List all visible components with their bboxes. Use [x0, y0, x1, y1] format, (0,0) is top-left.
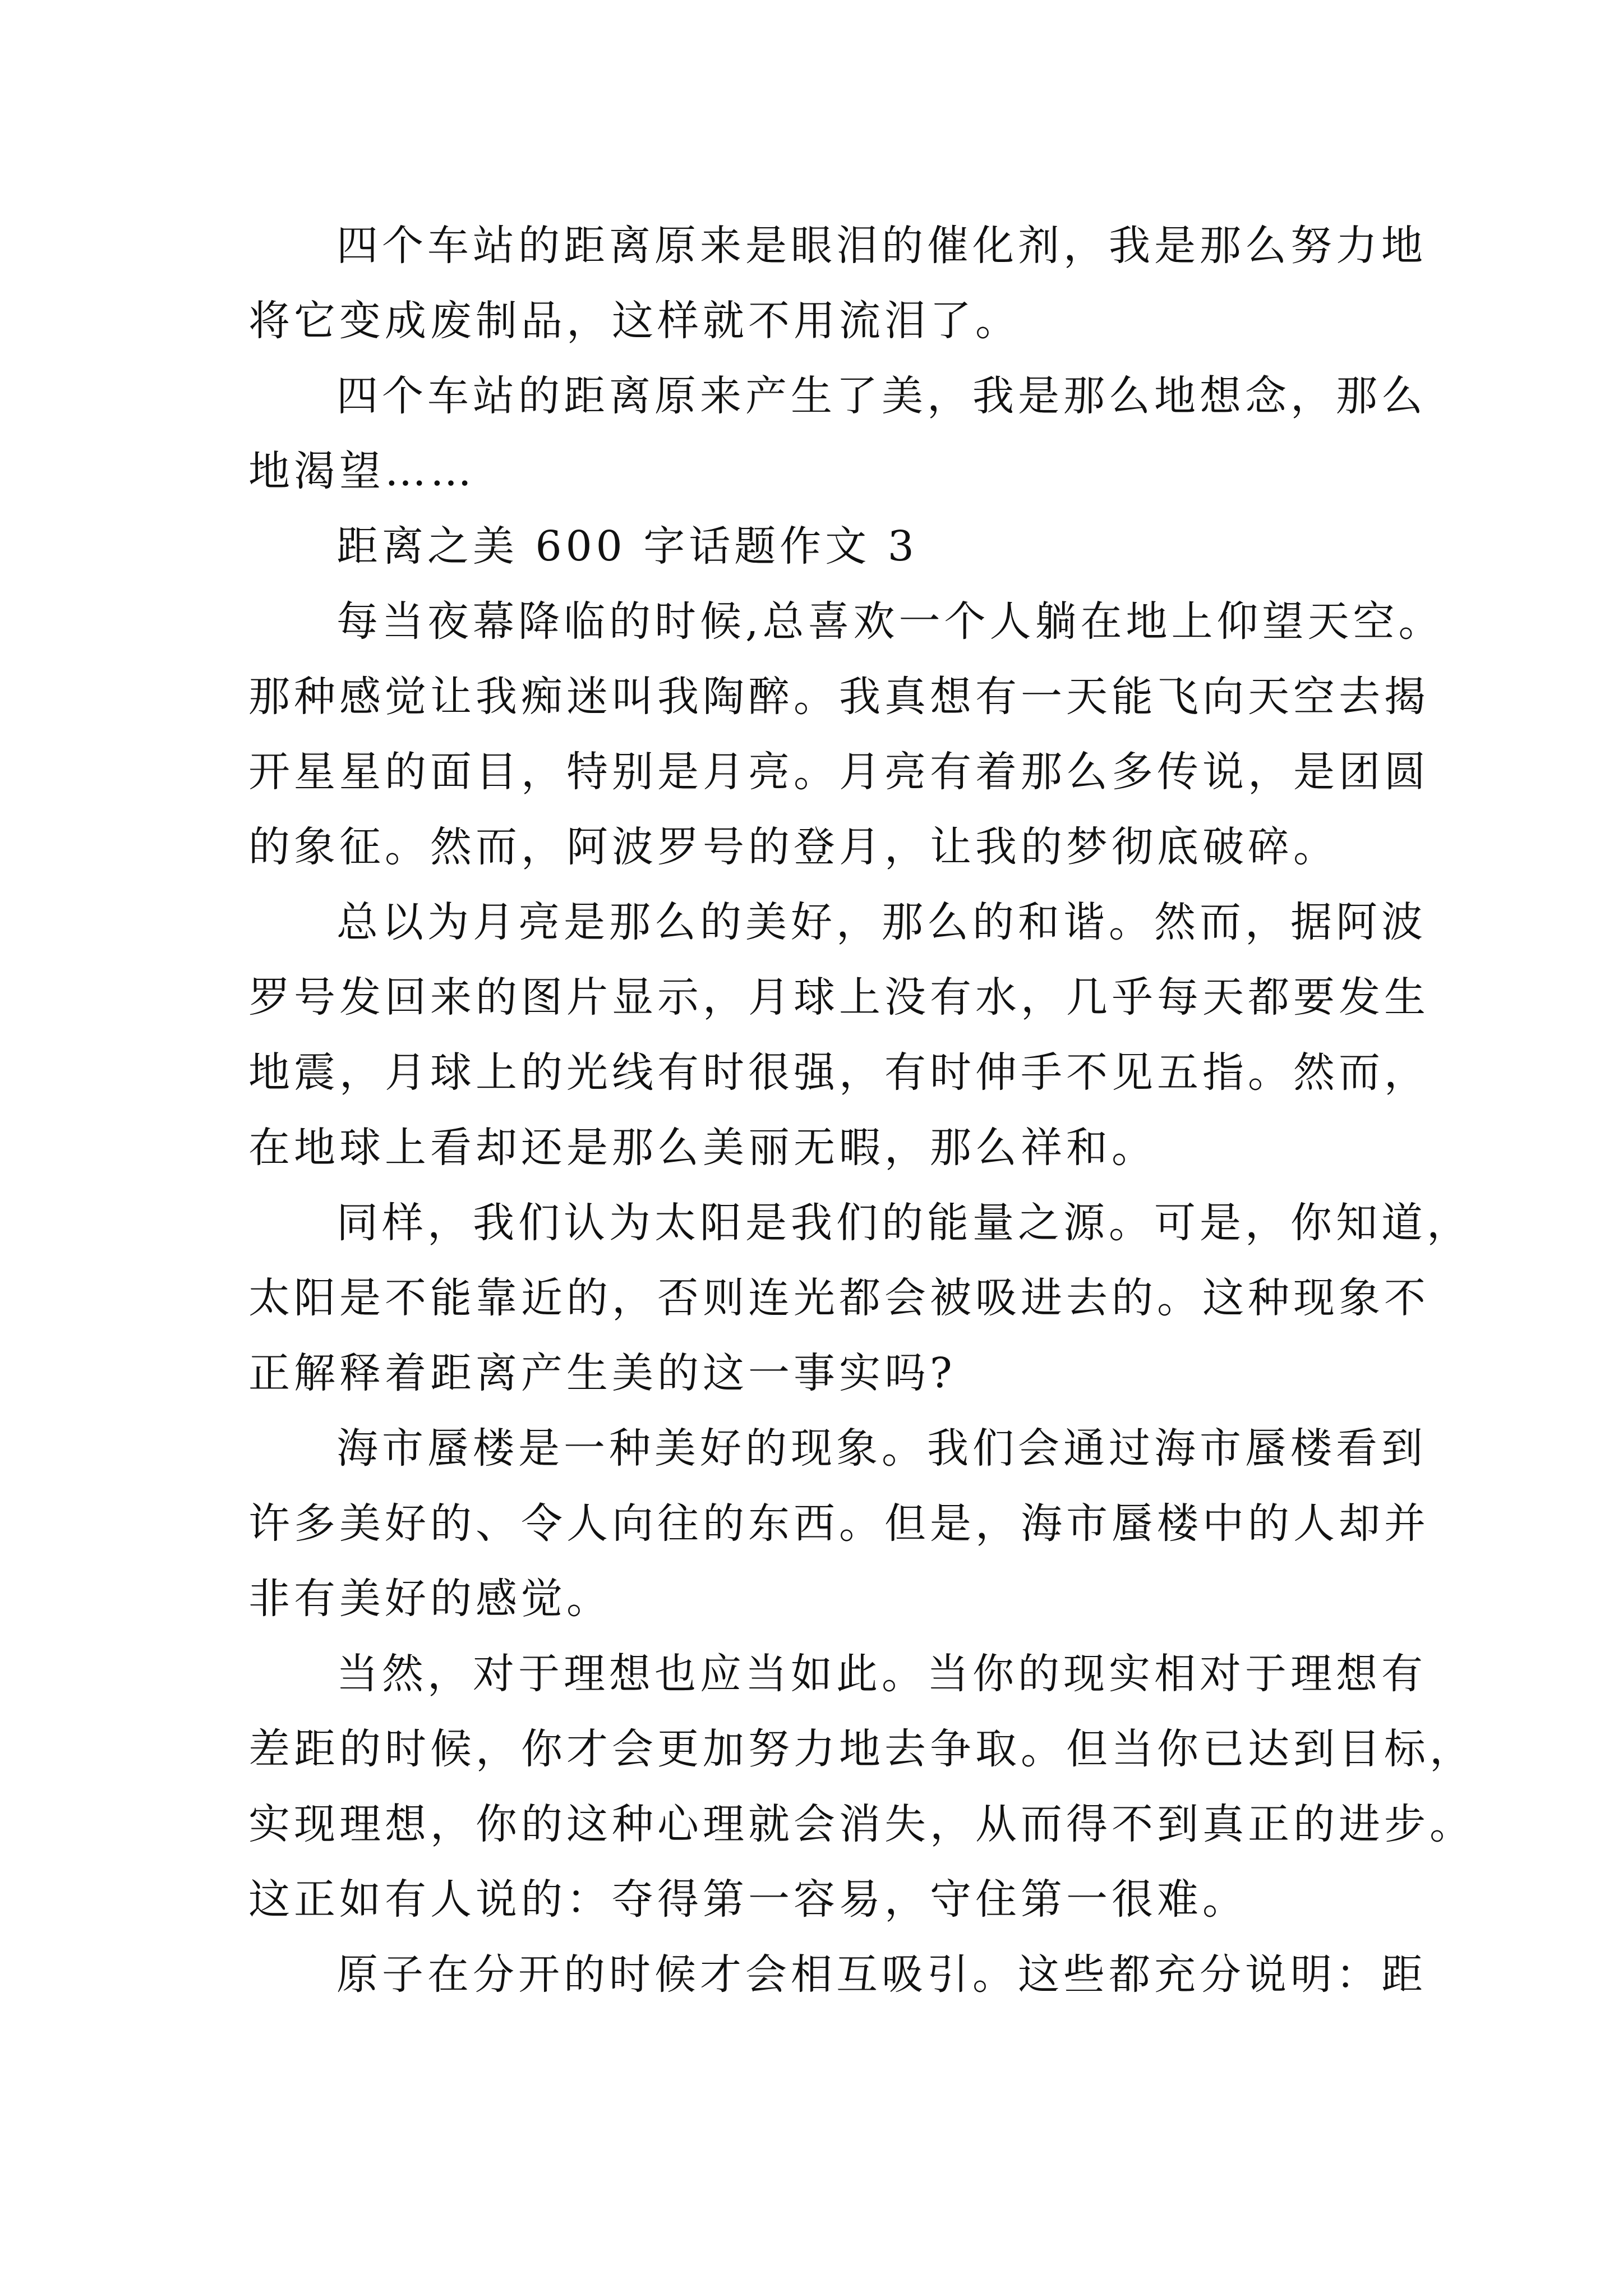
text-line: 的象征。然而，阿波罗号的登月，让我的梦彻底破碎。: [248, 823, 1339, 871]
text-line: 总以为月亮是那么的美好，那么的和谐。然而，据阿波: [336, 898, 1427, 946]
text-line: 开星星的面目，特别是月亮。月亮有着那么多传说，是团圆: [248, 748, 1430, 796]
text-line: 差距的时候，你才会更加努力地去争取。但当你已达到目标，: [248, 1725, 1475, 1773]
section-title: 距离之美 600 字话题作文 3: [336, 522, 918, 570]
text-line: 同样，我们认为太阳是我们的能量之源。可是，你知道，: [336, 1199, 1472, 1247]
text-line: 许多美好的、令人向往的东西。但是，海市蜃楼中的人却并: [248, 1499, 1430, 1548]
text-line: 原子在分开的时候才会相互吸引。这些都充分说明：距: [336, 1950, 1427, 1999]
text-line: 正解释着距离产生美的这一事实吗?: [248, 1349, 956, 1397]
text-line: 那种感觉让我痴迷叫我陶醉。我真想有一天能飞向天空去揭: [248, 673, 1430, 721]
text-line: 这正如有人说的：夺得第一容易，守住第一很难。: [248, 1875, 1248, 1924]
text-line: 太阳是不能靠近的，否则连光都会被吸进去的。这种现象不: [248, 1274, 1430, 1322]
text-line: 将它变成废制品，这样就不用流泪了。: [248, 297, 1021, 345]
text-line: 地震，月球上的光线有时很强，有时伸手不见五指。然而，: [248, 1048, 1430, 1097]
text-line: 在地球上看却还是那么美丽无暇，那么祥和。: [248, 1124, 1157, 1172]
text-line: 罗号发回来的图片显示，月球上没有水，几乎每天都要发生: [248, 973, 1430, 1022]
text-line: 地渴望……: [248, 447, 476, 495]
text-line: 实现理想，你的这种心理就会消失，从而得不到真正的进步。: [248, 1800, 1475, 1848]
text-line: 四个车站的距离原来是眼泪的催化剂，我是那么努力地: [336, 222, 1427, 270]
text-line: 非有美好的感觉。: [248, 1575, 612, 1623]
text-line: 每当夜幕降临的时候,总喜欢一个人躺在地上仰望天空。: [336, 597, 1444, 646]
text-line: 当然，对于理想也应当如此。当你的现实相对于理想有: [336, 1650, 1427, 1698]
text-line: 海市蜃楼是一种美好的现象。我们会通过海市蜃楼看到: [336, 1424, 1427, 1473]
text-line: 四个车站的距离原来产生了美，我是那么地想念，那么: [336, 372, 1427, 420]
